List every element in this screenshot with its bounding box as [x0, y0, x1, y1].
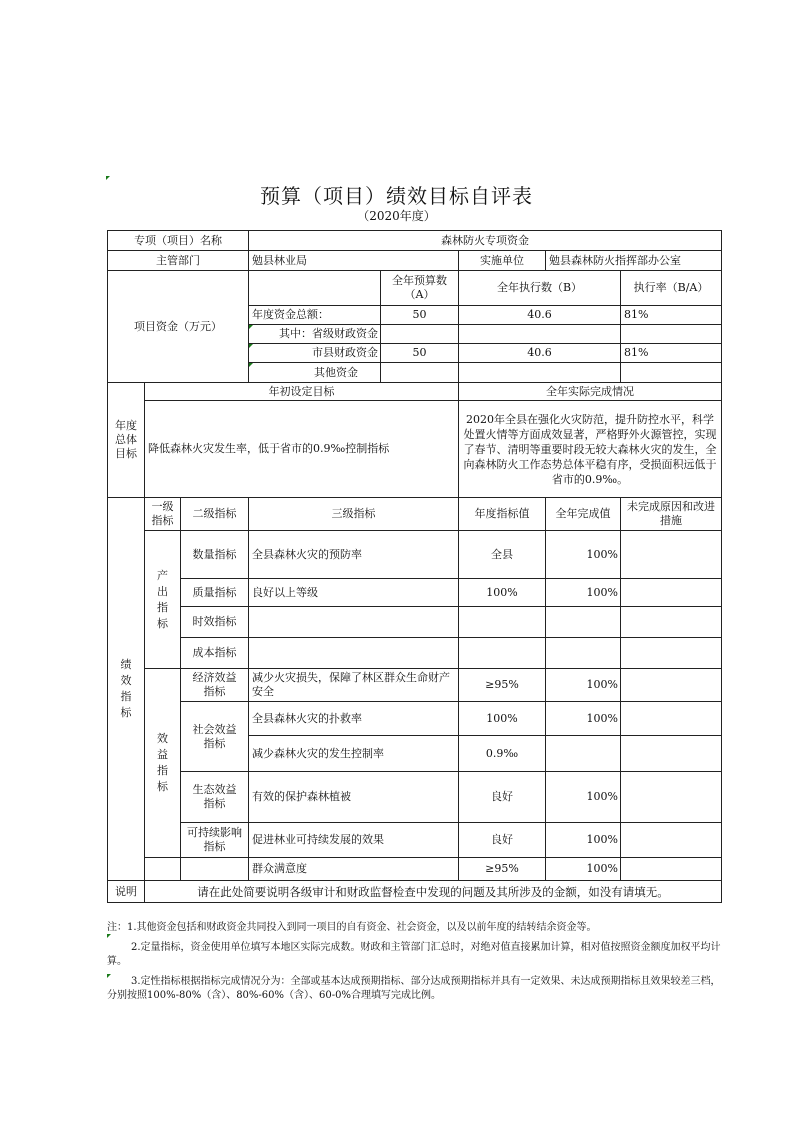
metric-level3: 群众满意度: [248, 857, 459, 881]
metrics-header-reason: 未完成原因和改进措施: [620, 497, 722, 531]
metric-level3: 有效的保护森林植被: [248, 771, 459, 823]
metric-actual: 100%: [545, 578, 621, 607]
metrics-label-text: 绩效指标: [120, 658, 132, 719]
funds-row-budget: [380, 324, 459, 344]
metric-level3: [248, 637, 459, 669]
metric-target: 0.9‰: [458, 735, 546, 772]
metric-reason: [620, 637, 722, 669]
metric-target: [458, 606, 546, 638]
cell-marker: [249, 344, 253, 348]
metric-actual: [545, 735, 621, 772]
metric-actual: 100%: [545, 771, 621, 823]
metric-actual: 100%: [545, 530, 621, 579]
metric-target: 100%: [458, 578, 546, 607]
project-name-label: 专项（项目）名称: [107, 230, 249, 251]
explain-text: 请在此处简要说明各级审计和财政监督检查中发现的问题及其所涉及的金额，如没有请填无。: [144, 880, 722, 903]
funds-row-rate: 81%: [620, 305, 722, 325]
impl-label: 实施单位: [458, 250, 546, 271]
level2-timeliness: 时效指标: [180, 606, 249, 638]
metrics-header-level2: 二级指标: [180, 497, 249, 531]
impl-value: 勉县森林防火指挥部办公室: [545, 250, 722, 271]
metrics-header-target: 年度指标值: [458, 497, 546, 531]
funds-row-label: 其中：省级财政资金: [248, 324, 381, 344]
metric-actual: 100%: [545, 857, 621, 881]
metrics-label: [107, 497, 145, 881]
goals-set-header: 年初设定目标: [144, 382, 459, 401]
metric-reason: [620, 578, 722, 607]
metric-actual: 100%: [545, 668, 621, 702]
goals-actual-header: 全年实际完成情况: [458, 382, 722, 401]
metric-actual: [545, 637, 621, 669]
funds-row-label: 其他资金: [248, 362, 381, 383]
funds-header-blank: [248, 270, 381, 306]
funds-row-rate: [620, 324, 722, 344]
funds-col-exec: 全年执行数（B）: [458, 270, 621, 306]
metric-reason: [620, 735, 722, 772]
funds-row-budget: [380, 362, 459, 383]
level2-social: 社会效益指标: [180, 701, 249, 772]
funds-row-exec: [458, 324, 621, 344]
metric-level3: 减少火灾损失，保障了林区群众生命财产安全: [248, 668, 459, 702]
goals-set-text: 降低森林火灾发生率，低于省市的0.9‰控制指标: [144, 400, 459, 498]
funds-row-exec: 40.6: [458, 343, 621, 363]
level1-output: 产出指标: [144, 530, 181, 669]
funds-col-rate: 执行率（B/A）: [620, 270, 722, 306]
funds-col-budget: 全年预算数（A）: [380, 270, 459, 306]
metric-reason: [620, 771, 722, 823]
level2-quantity: 数量指标: [180, 530, 249, 579]
metric-reason: [620, 530, 722, 579]
project-name-value: 森林防火专项资金: [248, 230, 722, 251]
metric-reason: [620, 857, 722, 881]
metrics-header-level1: 一级指标: [144, 497, 181, 531]
metric-level3: [248, 606, 459, 638]
level2-blank: [180, 857, 249, 881]
cell-marker: [249, 325, 253, 329]
metric-actual: [545, 606, 621, 638]
metric-target: 全县: [458, 530, 546, 579]
funds-row-rate: [620, 362, 722, 383]
metric-level3: 减少森林火灾的发生控制率: [248, 735, 459, 772]
metric-level3: 良好以上等级: [248, 578, 459, 607]
metric-target: 良好: [458, 771, 546, 823]
metric-reason: [620, 606, 722, 638]
metric-level3: 全县森林火灾的预防率: [248, 530, 459, 579]
metric-target: ≥95%: [458, 857, 546, 881]
funds-row-budget: 50: [380, 343, 459, 363]
level2-quality: 质量指标: [180, 578, 249, 607]
metric-target: [458, 637, 546, 669]
metric-level3: 全县森林火灾的扑救率: [248, 701, 459, 736]
metric-reason: [620, 822, 722, 858]
page-subtitle: （2020年度）: [357, 209, 436, 223]
cell-marker: [249, 363, 253, 367]
explain-label: 说明: [107, 880, 145, 903]
metrics-header-actual: 全年完成值: [545, 497, 621, 531]
metrics-header-level3: 三级指标: [248, 497, 459, 531]
goals-label: 年度总体目标: [107, 382, 145, 498]
funds-row-label: 市县财政资金: [248, 343, 381, 363]
note-2: 2.定量指标，资金使用单位填写本地区实际完成数。财政和主管部门汇总时，对绝对值直接累加计算，相对值按照资金额度加权平均计算。: [107, 942, 721, 967]
funds-row-exec: [458, 362, 621, 383]
funds-row-budget: 50: [380, 305, 459, 325]
level2-sustainable: 可持续影响指标: [180, 822, 249, 858]
dept-label: 主管部门: [107, 250, 249, 271]
goals-actual-text: 2020年全县在强化火灾防范，提升防控水平，科学处置火情等方面成效显著，严格野外火源管控，实现了春节、清明等重要时段无较大森林火灾的发生，全向森林防火工作态势总体平稳有序，受损面积远低于省市的0.9‰。: [458, 400, 722, 498]
note-3: 3.定性指标根据指标完成情况分为：全部或基本达成预期指标、部分达成预期指标并具有一定效果、未达成预期指标且效果较差三档，分别按照100%-80%（含）、80%-60%（含）、60-0%合理填写完成比例。: [107, 976, 721, 1001]
metric-actual: 100%: [545, 822, 621, 858]
level2-cost: 成本指标: [180, 637, 249, 669]
level2-economic: 经济效益指标: [180, 668, 249, 702]
metric-actual: 100%: [545, 701, 621, 736]
level1-blank: [144, 857, 181, 881]
dept-value: 勉县林业局: [248, 250, 459, 271]
level1-benefit: 效益指标: [144, 668, 181, 858]
level2-ecological: 生态效益指标: [180, 771, 249, 823]
metric-target: ≥95%: [458, 668, 546, 702]
funds-row-rate: 81%: [620, 343, 722, 363]
metric-target: 良好: [458, 822, 546, 858]
metric-target: 100%: [458, 701, 546, 736]
metric-reason: [620, 668, 722, 702]
page-title: 预算（项目）绩效目标自评表: [260, 184, 533, 208]
metric-level3: 促进林业可持续发展的效果: [248, 822, 459, 858]
metric-reason: [620, 701, 722, 736]
funds-row-exec: 40.6: [458, 305, 621, 325]
funds-label: 项目资金（万元）: [107, 270, 249, 383]
note-1: 注：1.其他资金包括和财政资金共同投入到同一项目的自有资金、社会资金，以及以前年度的结转结余资金等。: [107, 922, 597, 933]
funds-row-label: 年度资金总额：: [248, 305, 381, 325]
